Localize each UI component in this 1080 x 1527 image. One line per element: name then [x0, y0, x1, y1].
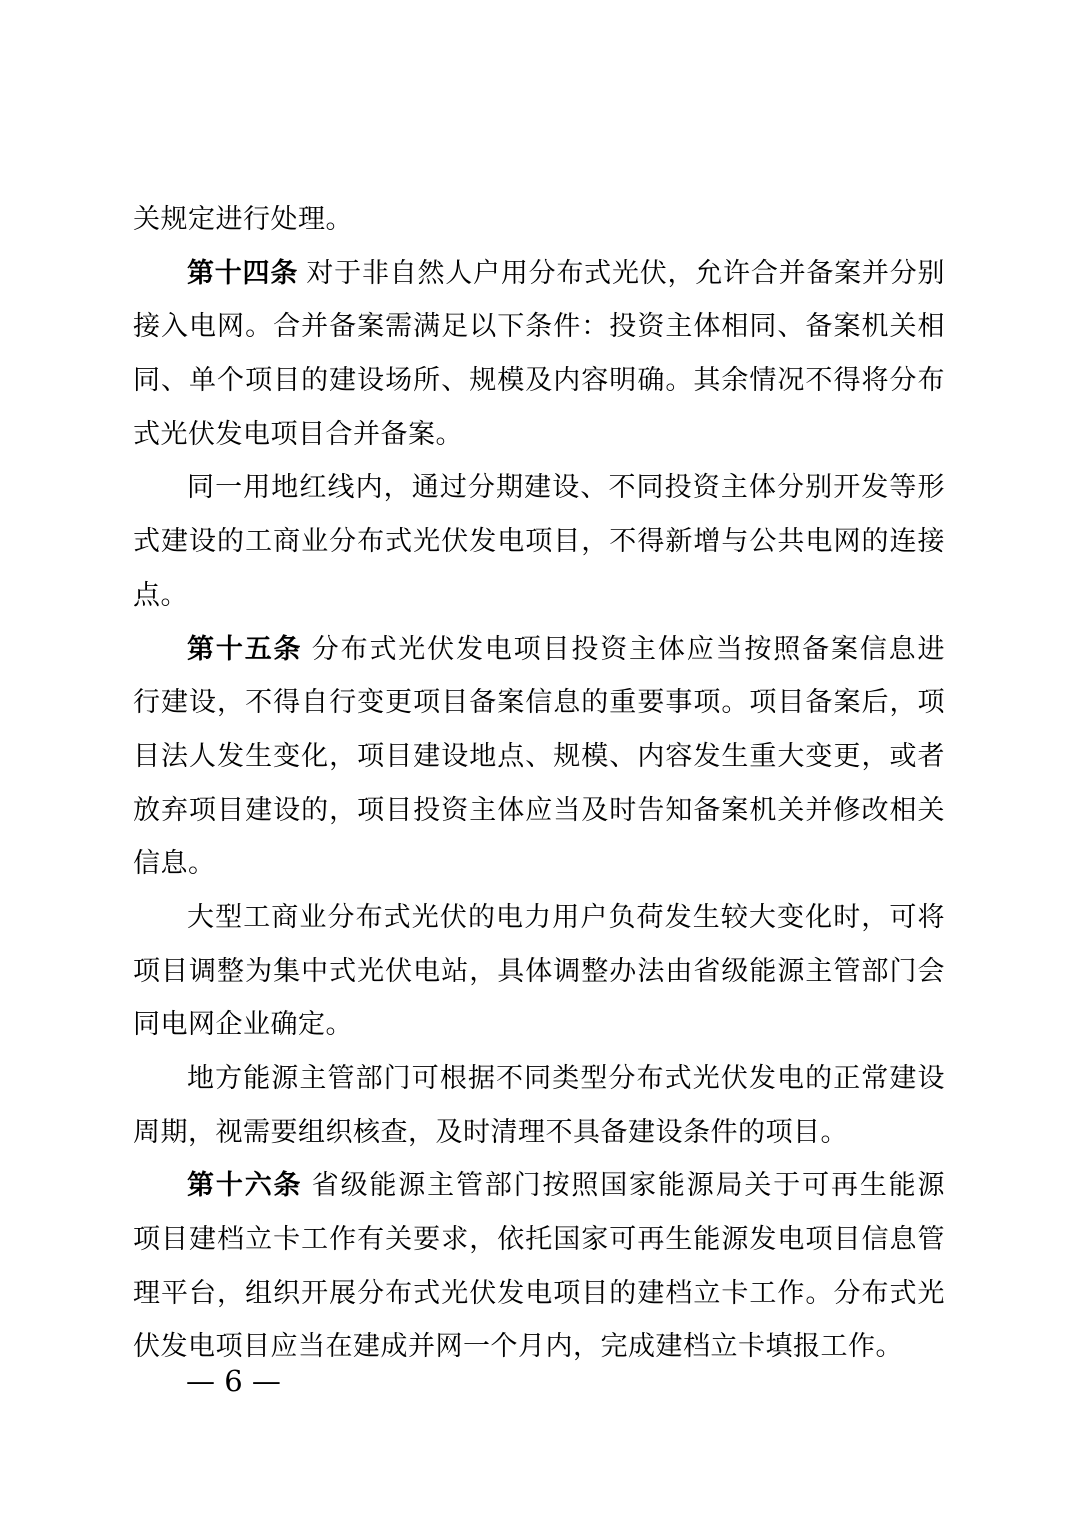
- line-text: 伏发电项目应当在建成并网一个月内，完成建档立卡填报工作。: [133, 1331, 903, 1362]
- line-text: 地方能源主管部门可根据不同类型分布式光伏发电的正常建设: [187, 1063, 945, 1093]
- line-text: 周期，视需要组织核查，及时清理不具备建设条件的项目。: [133, 1116, 848, 1147]
- text-line: [133, 461, 945, 515]
- text-line: [133, 837, 945, 891]
- text-line: [133, 1267, 945, 1321]
- line-text: 同、单个项目的建设场所、规模及内容明确。其余情况不得将分布: [133, 365, 945, 396]
- text-line: [133, 998, 945, 1052]
- text-line: [133, 1106, 945, 1160]
- line-text: 项目建档立卡工作有关要求，依托国家可再生能源发电项目信息管: [133, 1224, 945, 1255]
- text-line: [133, 247, 945, 301]
- text-line: [133, 515, 945, 569]
- line-text: 式光伏发电项目合并备案。: [133, 418, 463, 449]
- line-text: 信息。: [133, 848, 216, 879]
- line-text: 放弃项目建设的，项目投资主体应当及时告知备案机关并修改相关: [133, 794, 945, 825]
- line-text: 目法人发生变化，项目建设地点、规模、内容发生重大变更，或者: [133, 740, 945, 771]
- text-line: [133, 623, 945, 677]
- line-text: 分布式光伏发电项目投资主体应当按照备案信息进: [311, 633, 946, 664]
- line-text: 式建设的工商业分布式光伏发电项目，不得新增与公共电网的连接: [133, 526, 945, 557]
- page-number: — 6 —: [186, 1364, 281, 1398]
- line-text: 对于非自然人户用分布式光伏，允许合并备案并分别: [306, 257, 945, 288]
- text-line: [133, 676, 945, 730]
- line-text: 省级能源主管部门按照国家能源局关于可再生能源: [311, 1170, 946, 1201]
- line-text: 大型工商业分布式光伏的电力用户负荷发生较大变化时，可将: [187, 901, 945, 932]
- line-text: 项目调整为集中式光伏电站，具体调整办法由省级能源主管部门会: [133, 955, 945, 986]
- article-number: 第十六条: [187, 1170, 303, 1201]
- text-line: [133, 408, 945, 462]
- text-line: [133, 569, 945, 623]
- text-line: [133, 1213, 945, 1267]
- text-line: [133, 730, 945, 784]
- line-text: 理平台，组织开展分布式光伏发电项目的建档立卡工作。分布式光: [133, 1277, 945, 1308]
- text-line: [133, 1159, 945, 1213]
- text-line: [133, 784, 945, 838]
- article-number: 第十五条: [187, 633, 303, 664]
- text-line: [133, 300, 945, 354]
- text-line: [133, 1052, 945, 1106]
- text-line: [133, 891, 945, 945]
- line-text: 关规定进行处理。: [133, 204, 353, 234]
- line-text: 同电网企业确定。: [133, 1009, 353, 1040]
- document-body: [133, 193, 945, 1374]
- line-text: 同一用地红线内，通过分期建设、不同投资主体分别开发等形: [187, 472, 945, 503]
- article-number: 第十四条: [187, 257, 299, 288]
- text-line: [133, 193, 945, 247]
- text-line: [133, 945, 945, 999]
- line-text: 点。: [133, 579, 188, 610]
- line-text: 行建设，不得自行变更项目备案信息的重要事项。项目备案后，项: [133, 687, 945, 718]
- text-line: [133, 354, 945, 408]
- line-text: 接入电网。合并备案需满足以下条件：投资主体相同、备案机关相: [133, 311, 945, 342]
